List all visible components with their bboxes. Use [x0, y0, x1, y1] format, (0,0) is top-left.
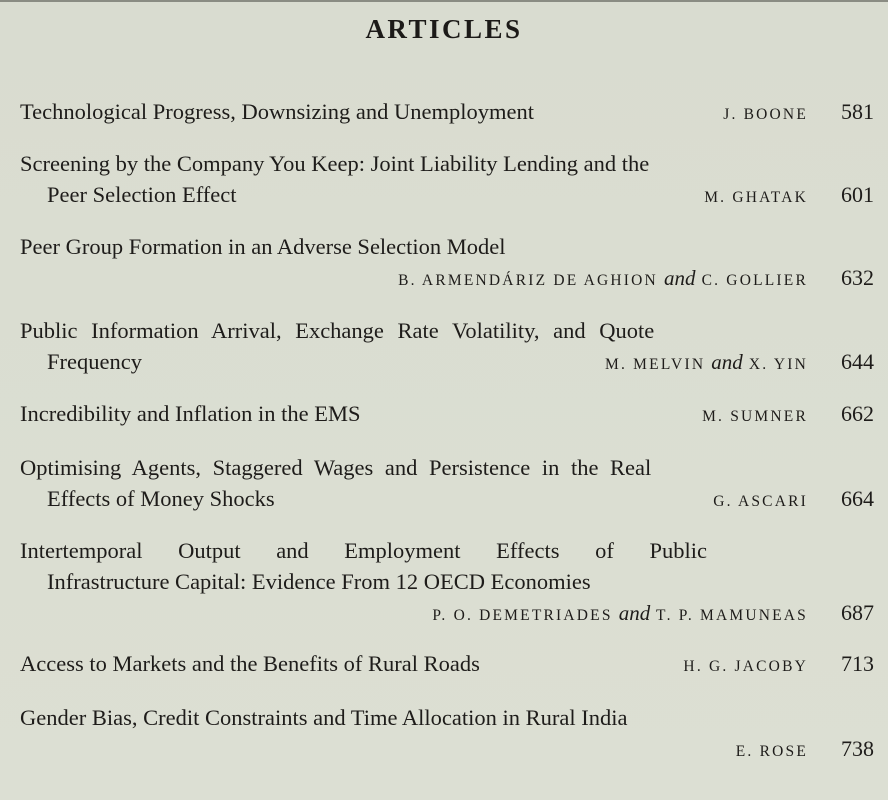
page-number: 632: [841, 265, 874, 290]
toc-entry[interactable]: [20, 535, 874, 628]
article-title-line-2[interactable]: Infrastructure Capital: Evidence From 12 OECD Economies: [47, 569, 591, 594]
author-2: T. P. MAMUNEAS: [656, 607, 808, 624]
toc-entry[interactable]: [20, 315, 874, 377]
section-heading: ARTICLES: [365, 14, 523, 44]
article-title-line-2[interactable]: Frequency: [47, 349, 142, 374]
article-authors: E. ROSE: [735, 743, 808, 760]
page-number: 713: [841, 651, 874, 676]
toc-entry[interactable]: [20, 648, 874, 679]
page-number: 601: [841, 182, 874, 207]
toc-entry[interactable]: [20, 452, 874, 514]
page-number: 664: [841, 486, 874, 511]
article-title[interactable]: Access to Markets and the Benefits of Rural Roads: [20, 651, 480, 676]
page-number: 738: [841, 736, 874, 761]
toc-entry[interactable]: [20, 96, 874, 127]
page-number: 581: [841, 99, 874, 124]
article-authors: H. G. JACOBY: [683, 658, 808, 675]
article-title-line-2[interactable]: Peer Selection Effect: [47, 182, 237, 207]
article-title-line-1[interactable]: Screening by the Company You Keep: Joint Liability Lending and the: [20, 151, 650, 176]
article-title-line-2[interactable]: Effects of Money Shocks: [47, 486, 275, 511]
toc-entry[interactable]: [20, 702, 874, 764]
toc-entry[interactable]: [20, 231, 874, 293]
article-authors: G. ASCARI: [713, 493, 808, 510]
author-1: B. ARMENDÁRIZ DE AGHION: [398, 272, 658, 289]
article-title[interactable]: Incredibility and Inflation in the EMS: [20, 401, 361, 426]
article-authors: [432, 598, 808, 631]
author-1: M. MELVIN: [605, 356, 706, 373]
article-title-line-1[interactable]: Public Information Arrival, Exchange Rate Volatility, and Quote: [20, 318, 655, 343]
page-number: 662: [841, 401, 874, 426]
article-authors: [605, 347, 808, 380]
page-number: 687: [841, 600, 874, 625]
page-number: 644: [841, 349, 874, 374]
author-2: C. GOLLIER: [701, 272, 808, 289]
article-title-line-1[interactable]: Intertemporal Output and Employment Effects of Public: [20, 538, 707, 563]
toc-entry[interactable]: [20, 398, 874, 429]
article-authors: [398, 263, 808, 296]
conjunction: and: [711, 350, 743, 374]
article-title[interactable]: Gender Bias, Credit Constraints and Time Allocation in Rural India: [20, 705, 628, 730]
author-1: P. O. DEMETRIADES: [432, 607, 613, 624]
toc-entry[interactable]: [20, 148, 874, 210]
conjunction: and: [664, 266, 696, 290]
author-2: X. YIN: [748, 356, 808, 373]
article-authors: M. GHATAK: [704, 189, 808, 206]
article-authors: J. BOONE: [723, 106, 808, 123]
article-authors: M. SUMNER: [702, 408, 808, 425]
article-title[interactable]: Peer Group Formation in an Adverse Selection Model: [20, 234, 506, 259]
article-title-line-1[interactable]: Optimising Agents, Staggered Wages and Persistence in the Real: [20, 455, 652, 480]
conjunction: and: [618, 601, 651, 625]
article-title[interactable]: Technological Progress, Downsizing and Unemployment: [20, 99, 534, 124]
